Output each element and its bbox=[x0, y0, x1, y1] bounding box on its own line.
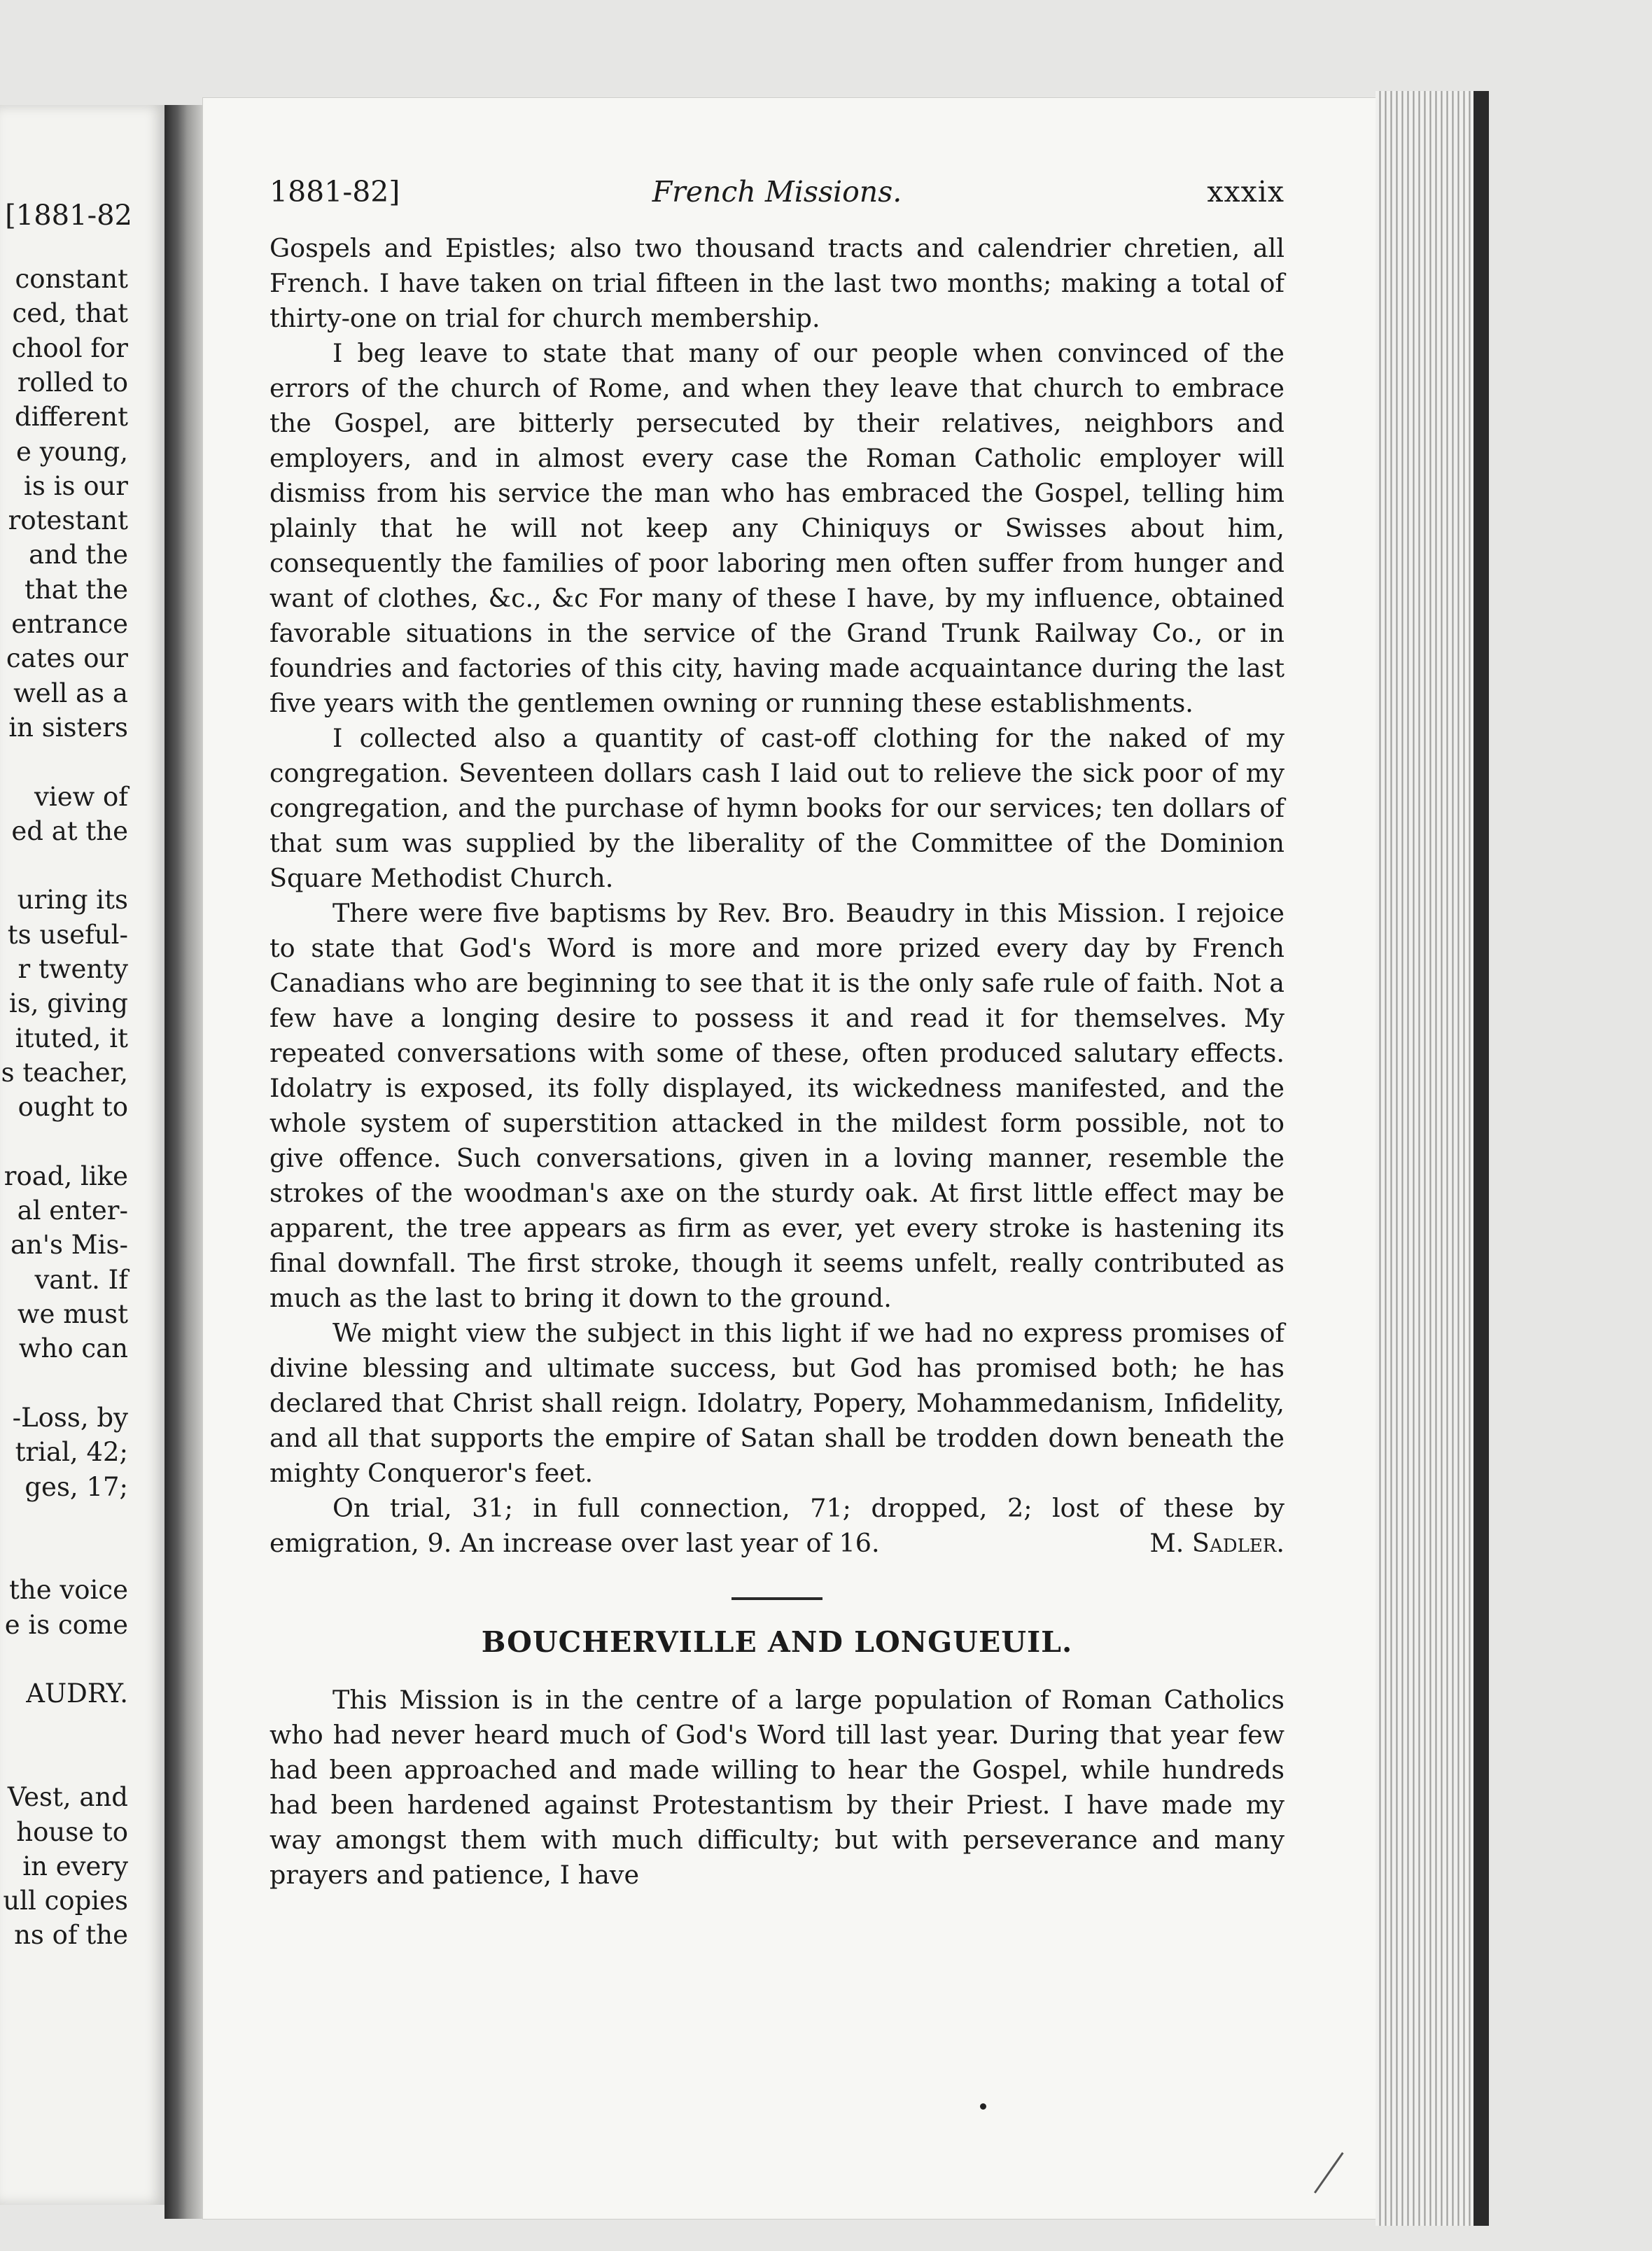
previous-page-line: the voice bbox=[9, 1575, 128, 1605]
section-heading: BOUCHERVILLE AND LONGUEUIL. bbox=[481, 1625, 1073, 1659]
section-title-header: French Missions. bbox=[652, 175, 902, 209]
previous-page-line: who can bbox=[18, 1333, 128, 1363]
previous-page-line: chool for bbox=[11, 333, 128, 363]
previous-page-line: rotestant bbox=[8, 505, 128, 535]
previous-page-line: different bbox=[15, 402, 128, 432]
previous-page-line: al enter- bbox=[17, 1195, 128, 1226]
previous-page-line: ed at the bbox=[11, 816, 128, 846]
previous-page-line: uring its bbox=[17, 885, 128, 915]
previous-page-line: in sisters bbox=[8, 713, 128, 743]
paragraph-2: I beg leave to state that many of our people when convinced of the errors of the church of Rome, and when they leave that church to embrace the Gospel, are bitterly persecuted by their relatives, neighbors and employers, and in almost every case the Roman Catholic employer will dismiss from his service the man who has embraced the Gospel, telling him plainly that he will not keep any Chiniquys or Swisses about him, consequently the families of poor laboring men often suffer from hunger and want of clothes, &c., &c For many of these I have, by my influence, obtained favorable situations in the service of the Grand Trunk Railway Co., or in foundries and factories of this city, having made acquaintance during the last five years with the gentlemen owning or running these establishments. bbox=[270, 338, 1284, 718]
book-gutter bbox=[164, 105, 206, 2219]
previous-page-line: ought to bbox=[18, 1092, 128, 1122]
paragraph-6 bbox=[270, 1491, 1284, 1561]
previous-page-line: ges, 17; bbox=[24, 1472, 128, 1502]
section-divider bbox=[732, 1597, 822, 1600]
previous-page-line: is is our bbox=[24, 471, 128, 501]
previous-page-line: constant bbox=[15, 264, 128, 294]
previous-page-line: ituted, it bbox=[15, 1023, 128, 1053]
previous-page-line: rolled to bbox=[17, 367, 128, 398]
previous-page-line: ns of the bbox=[14, 1920, 128, 1950]
previous-page-line: well as a bbox=[13, 678, 128, 708]
previous-page-line: Vest, and bbox=[7, 1782, 128, 1812]
page-text bbox=[270, 175, 1284, 1893]
paragraph-6-text: On trial, 31; in full connection, 71; dropped, 2; lost of these by emigration, 9. An increase over last year of 16. bbox=[270, 1493, 1284, 1558]
page-number: xxxix bbox=[1207, 175, 1284, 209]
year-header: 1881-82] bbox=[270, 175, 400, 209]
previous-page-line: ull copies bbox=[3, 1886, 128, 1916]
previous-page-line: and the bbox=[29, 540, 128, 570]
previous-page-line: e is come bbox=[4, 1610, 128, 1640]
previous-page-line: ts useful- bbox=[7, 920, 128, 950]
signature: M. Sadler. bbox=[1149, 1528, 1284, 1558]
paragraph-5: We might view the subject in this light if we had no express promises of divine blessing and ultimate success, but God has promised both; he has declared that Christ shall reign. Idolatry, Popery, Mohammedanism, Infidelity, and all that supports the empire of Satan shall be trodden down beneath the mighty Conqueror's feet. bbox=[270, 1318, 1284, 1488]
paragraph-1: Gospels and Epistles; also two thousand tracts and calendrier chretien, all French. I have taken on trial fifteen in the last two months; making a total of thirty-one on trial for church membership. bbox=[270, 233, 1284, 333]
previous-page-line: vant. If bbox=[34, 1265, 128, 1295]
previous-page-line: is, giving bbox=[8, 988, 128, 1018]
previous-page-header: [1881-82 bbox=[5, 199, 132, 232]
previous-page-line: -Loss, by bbox=[12, 1403, 128, 1433]
paragraph-4: There were five baptisms by Rev. Bro. Beaudry in this Mission. I rejoice to state that God's Word is more and more prized every day by French Canadians who are beginning to see that it is the only safe rule of faith. Not a few have a longing desire to possess it and read it for themselves. My repeated conversations with some of these, often produced salutary effects. Idolatry is exposed, its folly displayed, its wickedness manifested, and the whole system of superstition attacked in the mildest form possible, not to give offence. Such conversations, given in a loving manner, resemble the strokes of the woodman's axe on the sturdy oak. At first little effect may be apparent, the tree appears as firm as ever, yet every stroke is hastening its final downfall. The first stroke, though it seems unfelt, really contributed as much as the last to bring it down to the ground. bbox=[270, 898, 1284, 1313]
previous-page-fragment bbox=[0, 105, 164, 2205]
previous-page-line: we must bbox=[17, 1299, 128, 1329]
page-edges bbox=[1376, 91, 1489, 2226]
previous-page-line: entrance bbox=[11, 609, 128, 639]
previous-page-line: r twenty bbox=[18, 954, 128, 984]
previous-page-line: trial, 42; bbox=[15, 1437, 128, 1467]
page-mark bbox=[980, 2103, 986, 2110]
section-paragraph: This Mission is in the centre of a large population of Roman Catholics who had never heard much of God's Word till last year. During that year few had been approached and made willing to hear the Gospel, while hundreds had been hardened against Protestantism by their Priest. I have made my way amongst them with much difficulty; but with perseverance and many prayers and patience, I have bbox=[270, 1685, 1284, 1890]
running-head bbox=[270, 175, 1284, 231]
previous-page-line: ced, that bbox=[12, 298, 128, 328]
previous-page-line: AUDRY. bbox=[26, 1678, 128, 1709]
previous-page-line: e young, bbox=[16, 437, 128, 467]
previous-page-line: house to bbox=[16, 1817, 128, 1847]
paragraph-3: I collected also a quantity of cast-off clothing for the naked of my congregation. Seventeen dollars cash I laid out to relieve the sick poor of my congregation, and the purchase of hymn books for our services; ten dollars of that sum was supplied by the liberality of the Committee of the Dominion Square Methodist Church. bbox=[270, 723, 1284, 893]
previous-page-line: cates our bbox=[6, 643, 128, 673]
previous-page-line: in every bbox=[22, 1851, 128, 1881]
previous-page-line: view of bbox=[34, 782, 128, 812]
previous-page-line: that the bbox=[24, 575, 128, 605]
previous-page-line: road, like bbox=[4, 1161, 128, 1191]
previous-page-line: s teacher, bbox=[1, 1058, 128, 1088]
previous-page-line: an's Mis- bbox=[10, 1230, 128, 1260]
